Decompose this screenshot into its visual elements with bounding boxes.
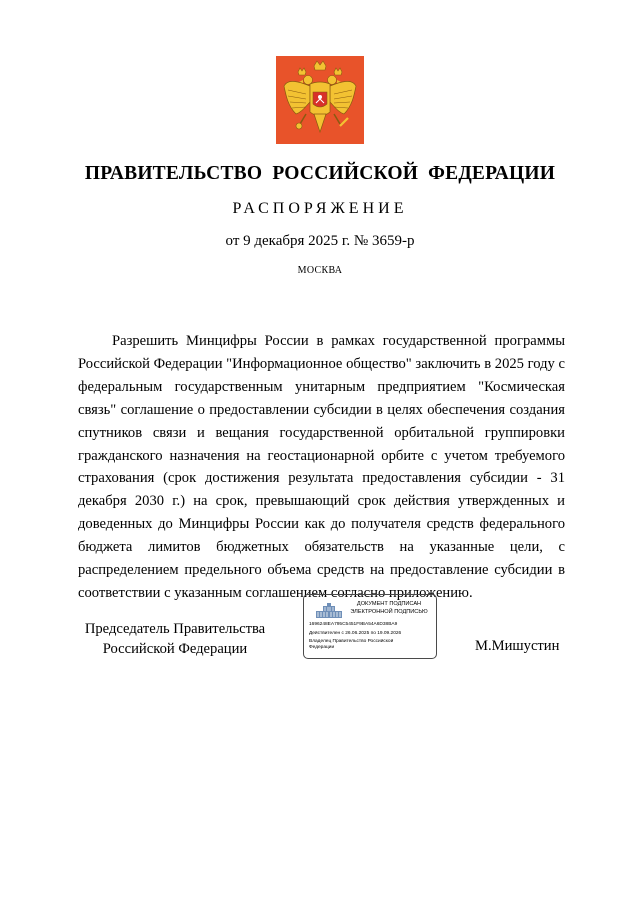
government-title: ПРАВИТЕЛЬСТВО РОССИЙСКОЙ ФЕДЕРАЦИИ xyxy=(84,163,556,184)
government-building-icon xyxy=(314,602,344,619)
stamp-owner: Владелец Правительство Российской Федерации xyxy=(309,639,394,650)
signatory-name: М.Мишустин xyxy=(475,638,560,654)
stamp-heading-line2: ЭЛЕКТРОННОЙ ПОДПИСЬЮ xyxy=(350,608,428,615)
signatory-position-line1: Председатель Правительства xyxy=(84,621,266,637)
document-city: МОСКВА xyxy=(297,265,343,276)
signatory-position-line2: Российской Федерации xyxy=(102,641,248,657)
document-date-number: от 9 декабря 2025 г. № 3659-р xyxy=(225,233,415,249)
electronic-signature-stamp xyxy=(303,594,437,659)
document-type: РАСПОРЯЖЕНИЕ xyxy=(232,200,408,217)
stamp-serial-number: 1696248EA795C5451F9BA54A6D38BA9 xyxy=(309,622,398,627)
coat-of-arms-emblem xyxy=(276,56,364,144)
stamp-validity: Действителен с 26.06.2025 по 19.09.2026 xyxy=(309,631,402,636)
russian-coat-of-arms-icon xyxy=(276,56,364,144)
stamp-heading xyxy=(344,601,434,616)
signatory-position xyxy=(60,619,290,659)
stamp-heading-line1: ДОКУМЕНТ ПОДПИСАН xyxy=(356,601,422,607)
order-paragraph: Разрешить Минцифры России в рамках государственной программы Российской Федерации "Информационное общество" заключить в 2025 году с федеральным государственным унитарным предприятием "Космическая связь" соглашение о предоставлении субсидии в целях обеспечения создания спутников связи и вещания государственной орбитальной группировки гражданского назначения на геостационарной орбите с учетом требуемого страхования (срок достижения результата предоставления субсидии - 31 декабря 2030 г.) на срок, превышающий срок действия утвержденных и доведенных до Минцифры России как до получателя средств федерального бюджета лимитов бюджетных обязательств на указанные цели, с распределением предельного объема средств на предоставление субсидии в соответствии с указанным соглашением согласно приложению. xyxy=(78,333,565,601)
